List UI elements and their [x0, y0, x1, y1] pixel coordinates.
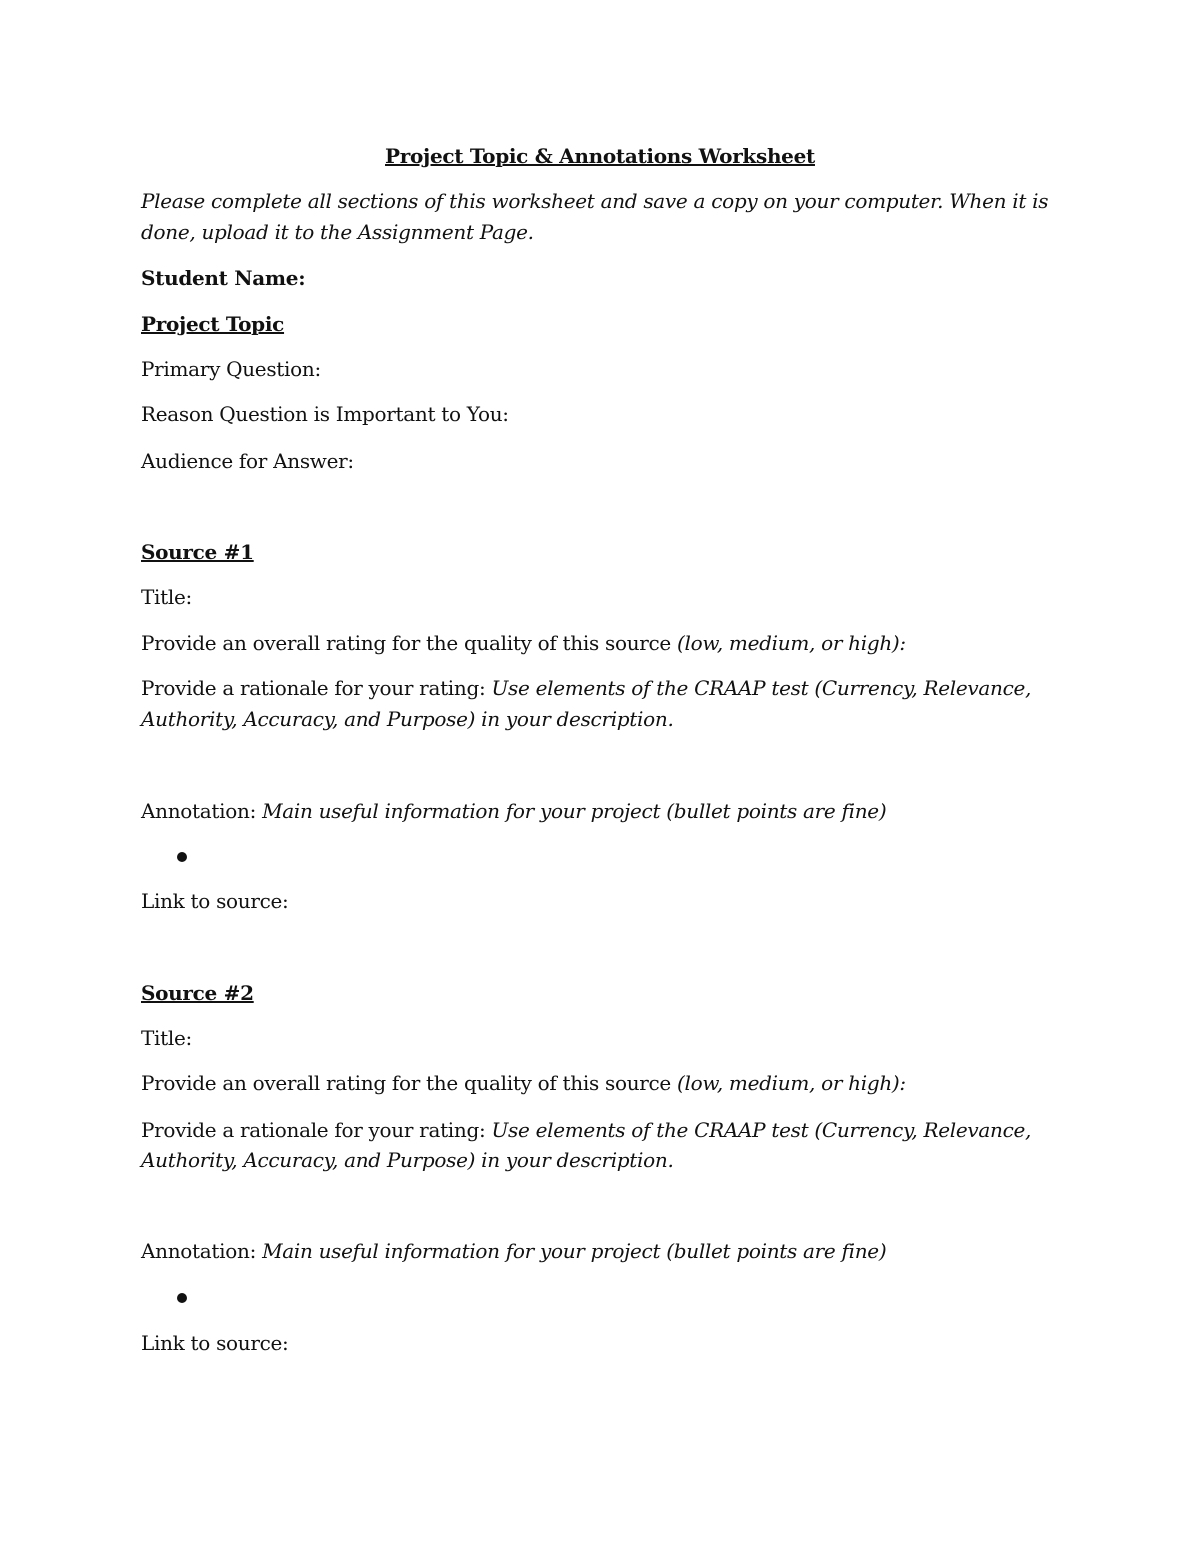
source-1-rating-line: [141, 628, 906, 658]
source-2-link-label: Link to source:: [141, 1331, 289, 1355]
source-2-rationale-hint: Use elements of the CRAAP test (Currency, Relevance,: [491, 1118, 1032, 1142]
source-2-rating-hint: (low, medium, or high):: [677, 1071, 906, 1095]
instructions-line-2: done, upload it to the Assignment Page.: [141, 220, 534, 244]
source-2-rationale-line: [141, 1115, 1031, 1145]
source-1-rationale-label: Provide a rationale for your rating:: [141, 676, 492, 700]
source-1-link-label: Link to source:: [141, 889, 289, 913]
source-1-rating-label: Provide an overall rating for the quality of this source: [141, 631, 678, 655]
student-name-label: Student Name:: [141, 266, 306, 290]
project-topic-heading: Project Topic: [141, 312, 285, 336]
source-1-annotation-hint: Main useful information for your project (bullet points are fine): [262, 799, 887, 823]
page-title: Project Topic & Annotations Worksheet: [385, 144, 815, 168]
source-1-annotation-line: [141, 796, 886, 826]
source-1-rationale-line: [141, 673, 1031, 703]
source-1-rating-hint: (low, medium, or high):: [677, 631, 906, 655]
reason-label: Reason Question is Important to You:: [141, 402, 509, 426]
source-1-bullet-icon: [177, 852, 187, 862]
audience-label: Audience for Answer:: [141, 449, 354, 473]
source-2-bullet-icon: [177, 1293, 187, 1303]
source-1-heading: Source #1: [141, 540, 254, 564]
source-2-annotation-label: Annotation:: [141, 1239, 263, 1263]
source-2-rating-line: [141, 1068, 906, 1098]
source-2-title-label: Title:: [141, 1026, 192, 1050]
source-1-annotation-label: Annotation:: [141, 799, 263, 823]
source-1-title-label: Title:: [141, 585, 192, 609]
source-2-annotation-line: [141, 1236, 886, 1266]
source-2-annotation-hint: Main useful information for your project (bullet points are fine): [262, 1239, 887, 1263]
primary-question-label: Primary Question:: [141, 357, 321, 381]
source-2-heading: Source #2: [141, 981, 254, 1005]
instructions-line-1: Please complete all sections of this worksheet and save a copy on your computer. When it is: [141, 189, 1049, 213]
source-1-rationale-hint: Use elements of the CRAAP test (Currency, Relevance,: [491, 676, 1032, 700]
source-2-rationale-hint-cont: Authority, Accuracy, and Purpose) in your description.: [141, 1148, 674, 1172]
source-2-rating-label: Provide an overall rating for the quality of this source: [141, 1071, 678, 1095]
source-2-rationale-label: Provide a rationale for your rating:: [141, 1118, 492, 1142]
source-1-rationale-hint-cont: Authority, Accuracy, and Purpose) in your description.: [141, 707, 674, 731]
